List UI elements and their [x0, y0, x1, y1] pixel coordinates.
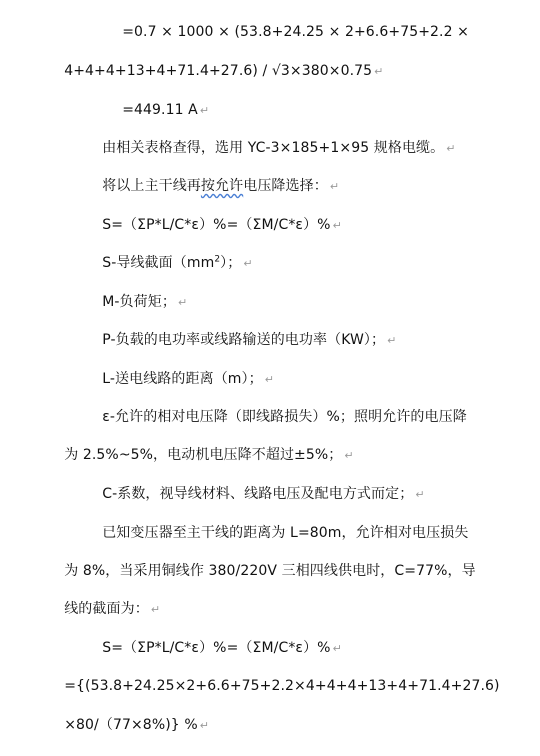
paragraph-text: 电压降选择： — [243, 178, 328, 194]
formula-result-line — [104, 80, 210, 118]
definition-text: M-负荷矩； — [102, 294, 176, 310]
definition-line-p — [84, 310, 397, 348]
paragraph-mark: ↵ — [374, 65, 384, 78]
definition-text: ε-允许的相对电压降（即线路损失）%；照明允许的电压降 — [102, 409, 467, 425]
formula-text: 4+4+4+13+4+71.4+27.6) / √3×380×0.75 — [64, 63, 373, 79]
definition-line-c — [84, 464, 425, 502]
formula-line-1 — [104, 2, 469, 40]
paragraph-text: 由相关表格查得，选用 YC-3×185+1×95 规格电缆。 — [102, 140, 445, 156]
definition-line-s — [84, 233, 253, 271]
formula-line-calc-2 — [46, 695, 210, 733]
definition-text: L-送电线路的距离（m）； — [102, 371, 263, 387]
paragraph-mark: ↵ — [199, 104, 210, 117]
paragraph-mark: ↵ — [177, 296, 188, 309]
formula-line-s — [84, 195, 342, 233]
paragraph-text: 线的截面为： — [64, 601, 149, 617]
formula-line-calc-1 — [46, 656, 500, 694]
definition-line-l — [84, 349, 275, 387]
definition-text: P-负载的电功率或线路输送的电功率（KW）； — [102, 332, 386, 348]
definition-text: S-导线截面（mm — [102, 255, 215, 271]
paragraph-mark: ↵ — [243, 257, 253, 270]
formula-line-2 — [46, 41, 384, 79]
definition-text: C-系数，视导线材料、线路电压及配电方式而定； — [102, 486, 414, 502]
paragraph-mark: ↵ — [199, 719, 210, 732]
text-line-given-1 — [84, 503, 469, 541]
definition-line-epsilon — [84, 387, 467, 425]
definition-text: ）； — [220, 255, 242, 271]
paragraph-mark: ↵ — [387, 334, 397, 347]
paragraph-mark: ↵ — [332, 219, 342, 232]
text-line-given-2 — [46, 541, 476, 579]
spellcheck-underlined-text: 按允许 — [200, 178, 244, 194]
text-line-voltage-drop-intro — [84, 156, 340, 194]
paragraph-text: 为 8%，当采用铜线作 380/220V 三相四线供电时，C=77%，导 — [64, 563, 476, 579]
paragraph-text: 已知变压器至主干线的距离为 L=80m，允许相对电压损失 — [102, 525, 469, 541]
paragraph-mark: ↵ — [332, 642, 342, 655]
paragraph-mark: ↵ — [264, 373, 275, 386]
definition-text: 为 2.5%~5%，电动机电压降不超过±5%； — [64, 447, 343, 463]
formula-line-s-repeat — [84, 618, 342, 656]
formula-text: S=（ΣP*L/C*ε）%=（ΣM/C*ε）% — [102, 640, 331, 656]
paragraph-mark: ↵ — [415, 488, 425, 501]
definition-line-epsilon-cont — [46, 425, 354, 463]
paragraph-mark: ↵ — [446, 142, 456, 155]
paragraph-mark: ↵ — [344, 449, 354, 462]
paragraph-mark: ↵ — [329, 180, 340, 193]
formula-text: S=（ΣP*L/C*ε）%=（ΣM/C*ε）% — [102, 217, 331, 233]
text-line-cable-choice — [84, 118, 456, 156]
paragraph-mark: ↵ — [150, 603, 161, 616]
formula-text: ={(53.8+24.25×2+6.6+75+2.2×4+4+4+13+4+71.4+27.6) — [64, 678, 500, 694]
formula-text: =449.11 A — [122, 102, 198, 118]
formula-text: =0.7 × 1000 × (53.8+24.25 × 2+6.6+75+2.2 × — [122, 24, 469, 40]
paragraph-text: 将以上主干线再 — [102, 178, 201, 194]
superscript: 2 — [214, 254, 221, 265]
definition-line-m — [84, 272, 188, 310]
text-line-given-3 — [46, 579, 161, 617]
formula-text: ×80/（77×8%)} % — [64, 717, 198, 733]
